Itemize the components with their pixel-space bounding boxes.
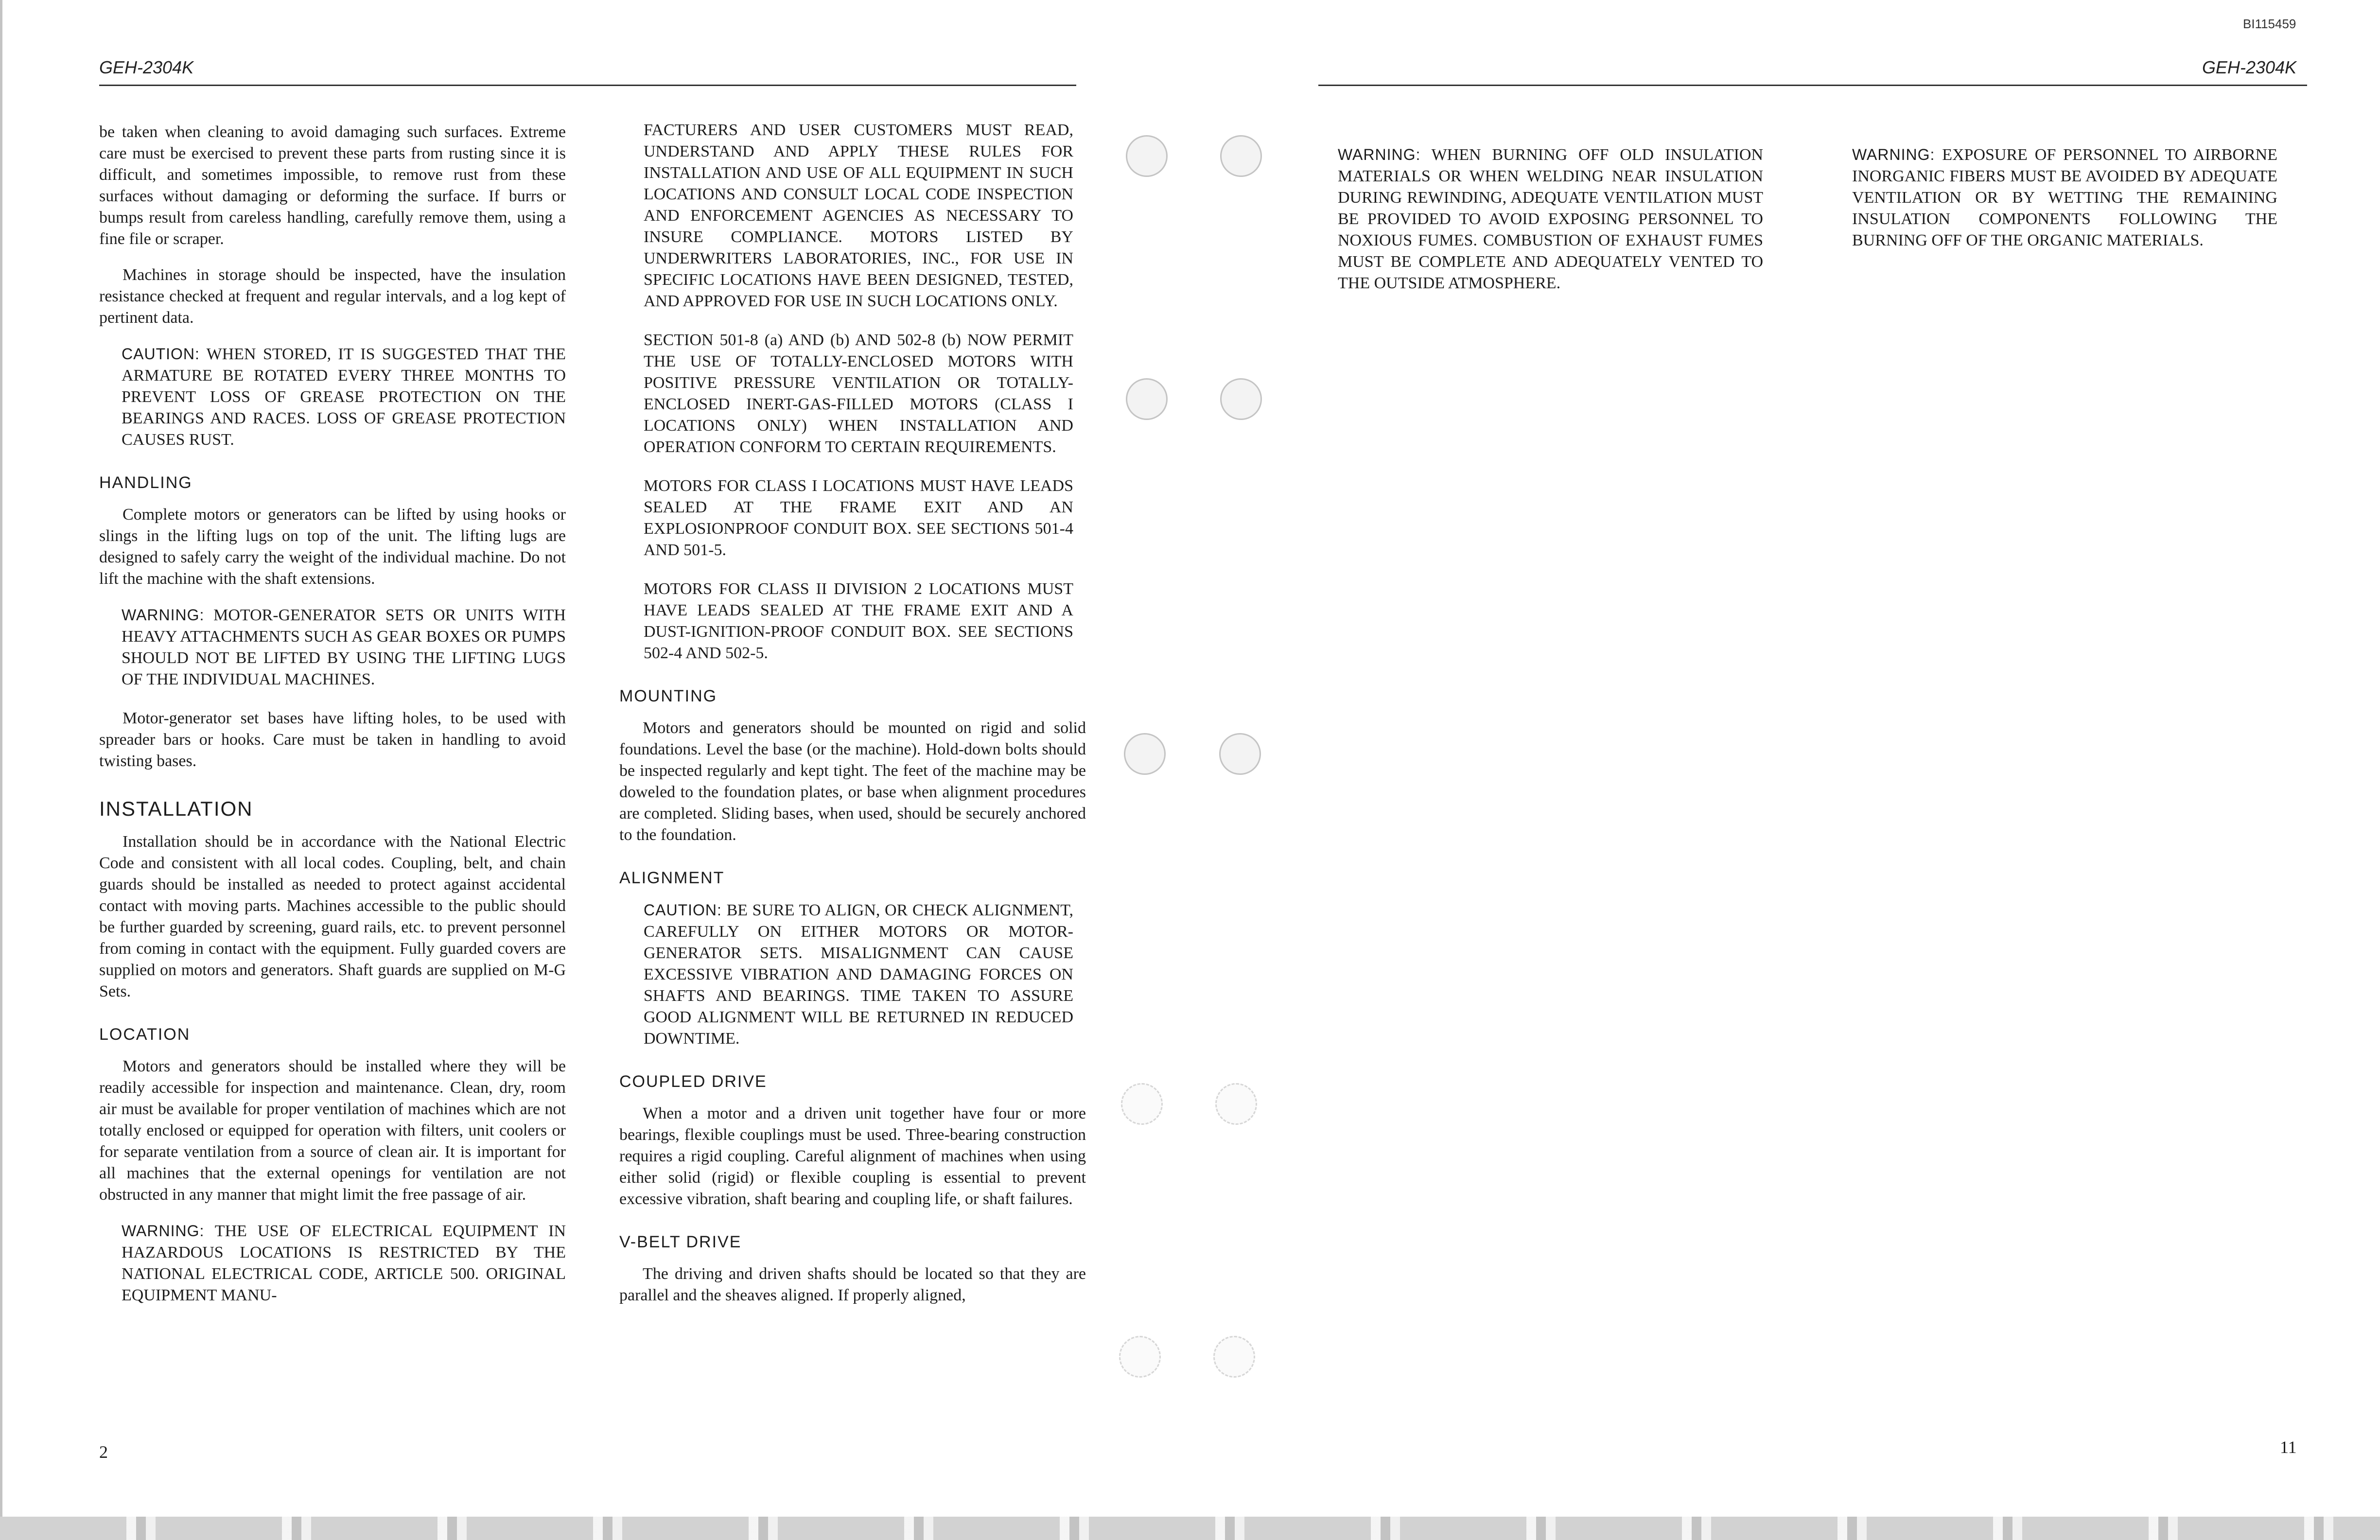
- warning-text: EXPOSURE OF PERSONNEL TO AIRBORNE INORGANIC FIBERS MUST BE AVOIDED BY ADEQUATE VENTILATION OR BY WETTING THE REMAINING INSULATION COMPONENTS FOLLOWING THE BURNING OFF OF THE ORGANIC MATERIALS.: [1852, 146, 2277, 249]
- heading-v-belt-drive: V-BELT DRIVE: [619, 1233, 742, 1251]
- header-rule-left: [99, 85, 1076, 86]
- punch-hole: [1213, 1336, 1255, 1378]
- caution-storage: [99, 343, 566, 451]
- page-number-right: 11: [2280, 1437, 2297, 1457]
- left-page-column-2: [619, 120, 1086, 1321]
- heading-mounting: MOUNTING: [619, 687, 718, 705]
- heading-coupled-drive: COUPLED DRIVE: [619, 1072, 767, 1091]
- caution-alignment: [619, 899, 1086, 1050]
- punch-hole: [1219, 733, 1261, 775]
- punch-hole: [1220, 378, 1262, 420]
- paragraph-storage: Machines in storage should be inspected, have the insulation resistance checked at frequent and regular intervals, and a log kept of pertinent data.: [99, 266, 566, 327]
- punch-hole: [1126, 135, 1168, 177]
- warning-text: MOTOR-GENERATOR SETS OR UNITS WITH HEAVY ATTACHMENTS SUCH AS GEAR BOXES OR PUMPS SHOULD NOT BE LIFTED BY USING THE LIFTING LUGS OF THE INDIVIDUAL MACHINES.: [122, 606, 566, 688]
- page-number-left: 2: [99, 1442, 108, 1462]
- caution-label: CAUTION:: [644, 901, 722, 919]
- class-i-note: MOTORS FOR CLASS I LOCATIONS MUST HAVE LEADS SEALED AT THE FRAME EXIT AND AN EXPLOSIONPROOF CONDUIT BOX. SEE SECTIONS 501-4 AND 501-5.: [644, 477, 1073, 559]
- warning-location: [99, 1220, 566, 1306]
- warning-label: WARNING:: [1338, 146, 1421, 163]
- right-page-column-1: [1338, 144, 1763, 312]
- paragraph-v-belt-drive: The driving and driven shafts should be located so that they are parallel and the sheaves aligned. If properly aligned,: [619, 1265, 1086, 1304]
- punch-hole: [1121, 1083, 1163, 1125]
- doc-number-left: GEH-2304K: [99, 57, 194, 77]
- warning-label: WARNING:: [1852, 146, 1935, 163]
- warning-label: WARNING:: [122, 1222, 205, 1240]
- warning-continuation: FACTURERS AND USER CUSTOMERS MUST READ, UNDERSTAND AND APPLY THESE RULES FOR INSTALLATION AND USE OF ALL EQUIPMENT IN SUCH LOCATIONS AND CONSULT LOCAL CODE INSPECTION AND ENFORCEMENT AGENCIES AS NECESSARY TO INSURE COMPLIANCE. MOTORS LISTED BY UNDERWRITERS LABORATORIES, INC., FOR USE IN SPECIFIC LOCATIONS HAVE BEEN DESIGNED, TESTED, AND APPROVED FOR USE IN SUCH LOCATIONS ONLY.: [644, 121, 1073, 310]
- paragraph-mounting: Motors and generators should be mounted on rigid and solid foundations. Level the base (or the machine). Hold-down bolts should be inspected regularly and kept tight. The feet of the machine may be doweled to the foundation plates, or base when alignment procedures are completed. Sliding bases, when used, should be securely anchored to the foundation.: [619, 719, 1086, 844]
- punch-hole: [1126, 378, 1168, 420]
- scan-bottom-edge: [0, 1517, 2380, 1540]
- caution-text: WHEN STORED, IT IS SUGGESTED THAT THE ARMATURE BE ROTATED EVERY THREE MONTHS TO PREVENT LOSS OF GREASE PROTECTION ON THE BEARINGS AND RACES. LOSS OF GREASE PROTECTION CAUSES RUST.: [122, 345, 566, 449]
- paragraph-handling: Complete motors or generators can be lifted by using hooks or slings in the lifting lugs on top of the unit. The lifting lugs are designed to safely carry the weight of the individual machine. Do not lift the machine with the shaft extensions.: [99, 506, 566, 588]
- punch-hole: [1119, 1336, 1161, 1378]
- heading-alignment: ALIGNMENT: [619, 869, 725, 887]
- heading-location: LOCATION: [99, 1025, 191, 1044]
- warning-handling: [99, 604, 566, 690]
- header-rule-right: [1318, 85, 2307, 86]
- class-ii-note: MOTORS FOR CLASS II DIVISION 2 LOCATIONS MUST HAVE LEADS SEALED AT THE FRAME EXIT AND A DUST-IGNITION-PROOF CONDUIT BOX. SEE SECTIONS 502-4 AND 502-5.: [644, 580, 1073, 662]
- paragraph-bases: Motor-generator set bases have lifting holes, to be used with spreader bars or hooks. Care must be taken in handling to avoid twisting bases.: [99, 709, 566, 770]
- doc-number-right: GEH-2304K: [2202, 57, 2297, 77]
- right-page-column-2: [1852, 144, 2277, 269]
- warning-text: THE USE OF ELECTRICAL EQUIPMENT IN HAZARDOUS LOCATIONS IS RESTRICTED BY THE NATIONAL ELECTRICAL CODE, ARTICLE 500. ORIGINAL EQUIPMENT MANU-: [122, 1222, 566, 1304]
- paragraph-coupled-drive: When a motor and a driven unit together have four or more bearings, flexible couplings must be used. Three-bearing construction requires a rigid coupling. Careful alignment of machines when using either solid (rigid) or flexible coupling is essential to prevent excessive vibration, shaft bearing and coupling life, or shaft failures.: [619, 1104, 1086, 1208]
- heading-handling: HANDLING: [99, 473, 192, 492]
- punch-hole: [1124, 733, 1166, 775]
- heading-installation: INSTALLATION: [99, 797, 253, 820]
- paragraph-intro: be taken when cleaning to avoid damaging such surfaces. Extreme care must be exercised to prevent these parts from rusting since it is difficult, and sometimes impossible, to remove rust from these surfaces without damaging or deforming the surface. If burrs or bumps result from careless handling, carefully remove them, using a fine file or scraper.: [99, 123, 566, 248]
- caution-label: CAUTION:: [122, 345, 200, 363]
- warning-label: WARNING:: [122, 606, 205, 624]
- left-page-column-1: [99, 122, 566, 1324]
- section-501-note: SECTION 501-8 (a) AND (b) AND 502-8 (b) NOW PERMIT THE USE OF TOTALLY-ENCLOSED MOTORS WITH POSITIVE PRESSURE VENTILATION OR TOTALLY-ENCLOSED INERT-GAS-FILLED MOTORS (CLASS I LOCATIONS ONLY) WHEN INSTALLATION AND OPERATION CONFORM TO CERTAIN REQUIREMENTS.: [644, 331, 1073, 456]
- warning-inorganic-fibers: [1852, 144, 2277, 251]
- paragraph-installation: Installation should be in accordance with the National Electric Code and consistent with all local codes. Coupling, belt, and chain guards should be installed as needed to protect against accidental contact with moving parts. Machines accessible to the public should be further guarded by screening, guard rails, etc. to prevent personnel from coming in contact with the equipment. Fully guarded covers are supplied on motors and generators. Shaft guards are supplied on M-G Sets.: [99, 833, 566, 1000]
- paragraph-location: Motors and generators should be installed where they will be readily accessible for inspection and maintenance. Clean, dry, room air must be available for proper ventilation of machines which are not totally enclosed or equipped for operation with filters, unit coolers or for separate ventilation from a source of clean air. It is important for all machines that the external openings for ventilation are not obstructed in any manner that might limit the free passage of air.: [99, 1057, 566, 1204]
- warning-burning-insulation: [1338, 144, 1763, 294]
- caution-text: BE SURE TO ALIGN, OR CHECK ALIGNMENT, CAREFULLY ON EITHER MOTORS OR MOTOR-GENERATOR SETS. MISALIGNMENT CAN CAUSE EXCESSIVE VIBRATION AND DAMAGING FORCES ON SHAFTS AND BEARINGS. TIME TAKEN TO ASSURE GOOD ALIGNMENT WILL BE RETURNED IN REDUCED DOWNTIME.: [644, 901, 1074, 1048]
- stamp-code: BI115459: [2243, 17, 2296, 31]
- scan-left-edge: [0, 0, 2, 1517]
- warning-text: WHEN BURNING OFF OLD INSULATION MATERIALS OR WHEN WELDING NEAR INSULATION DURING REWINDING, ADEQUATE VENTILATION MUST BE PROVIDED TO AVOID EXPOSING PERSONNEL TO NOXIOUS FUMES. COMBUSTION OF EXHAUST FUMES MUST BE COMPLETE AND ADEQUATELY VENTED TO THE OUTSIDE ATMOSPHERE.: [1338, 146, 1763, 292]
- punch-hole: [1220, 135, 1262, 177]
- punch-hole: [1215, 1083, 1257, 1125]
